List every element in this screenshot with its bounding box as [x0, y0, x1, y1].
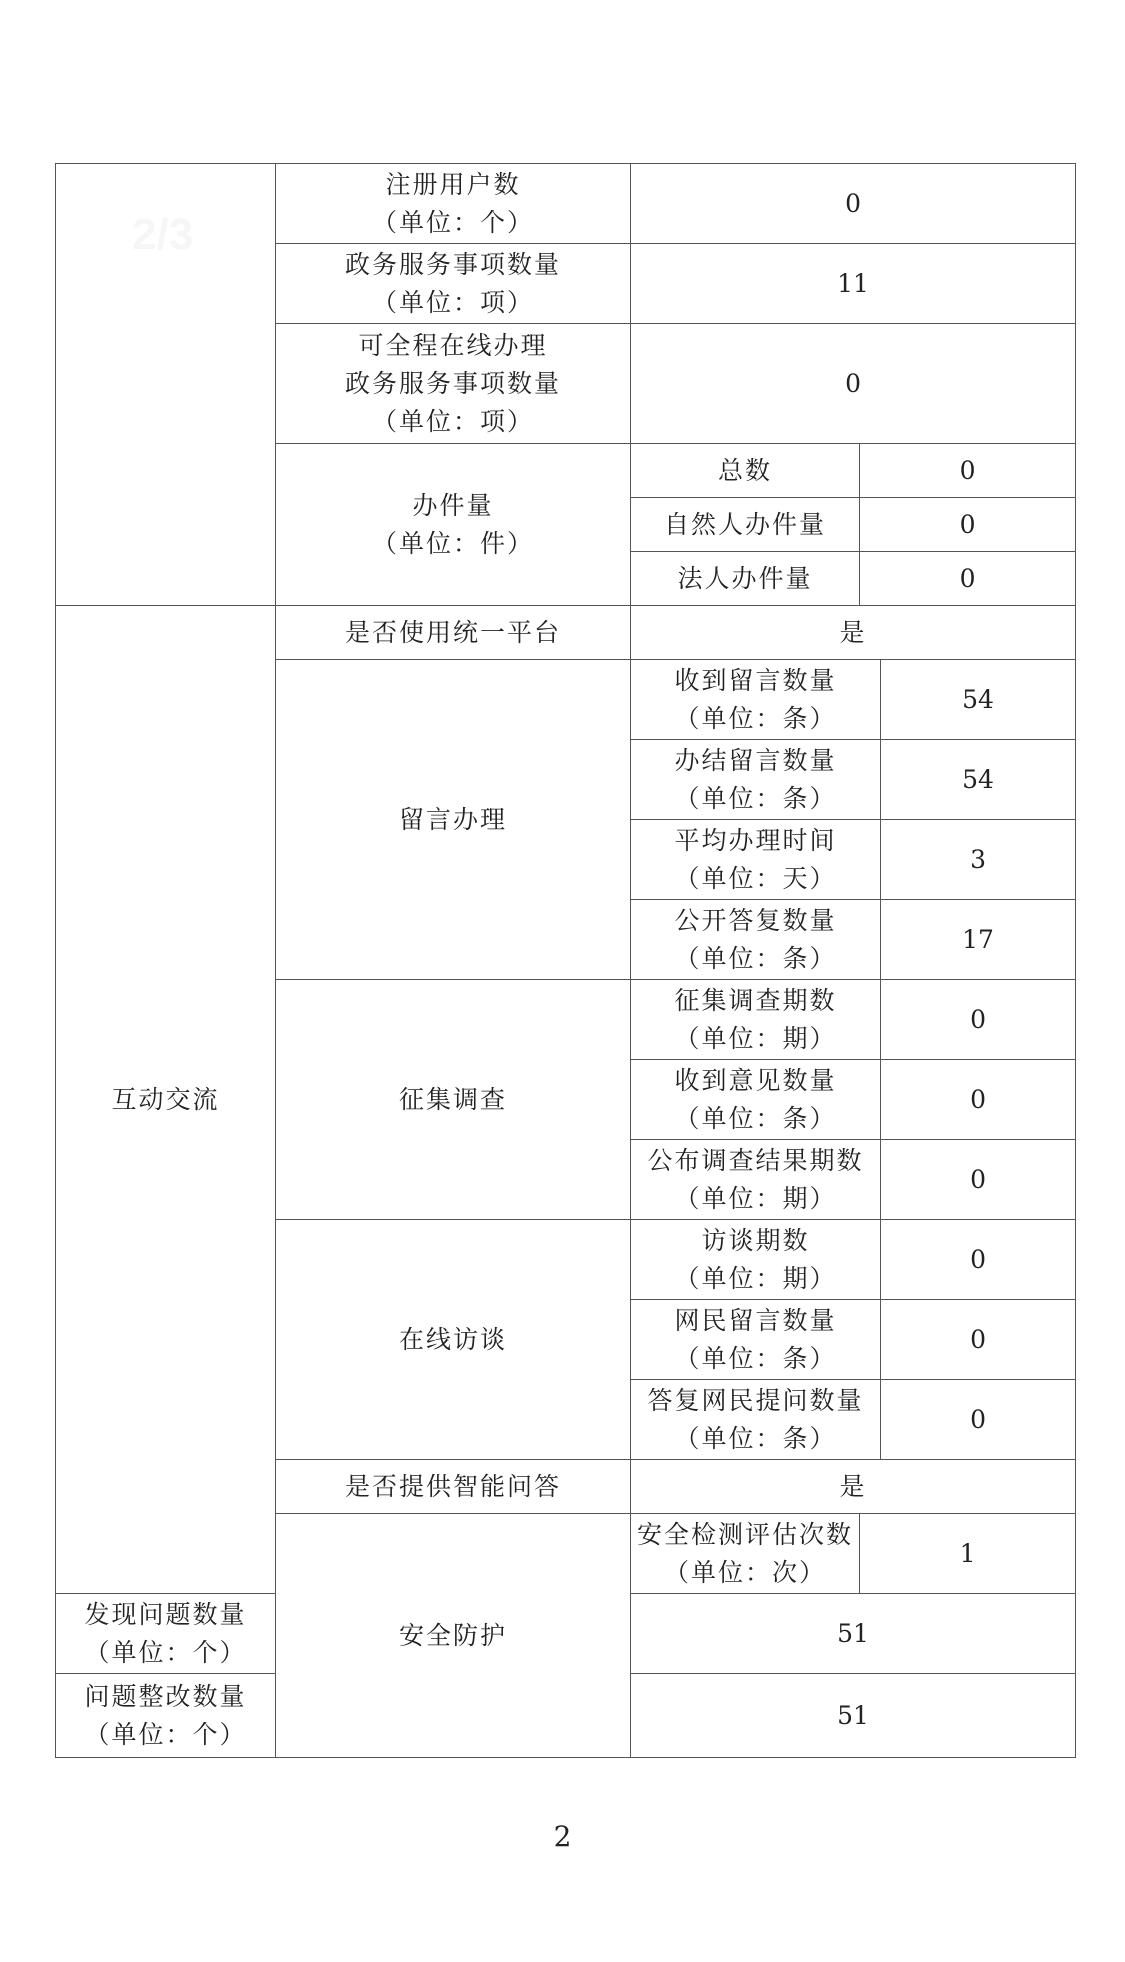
row-label-service-items: 政务服务事项数量 （单位：项） — [276, 244, 631, 324]
row-label-problems-fixed: 问题整改数量 （单位：个） — [56, 1674, 276, 1758]
sub-label-legal-person: 法人办件量 — [631, 552, 860, 606]
row-label-security-checks: 安全检测评估次数 （单位：次） — [631, 1514, 860, 1594]
watermark: 2/3 — [132, 210, 194, 259]
value-public-replies: 17 — [881, 900, 1076, 980]
sub-label-opinions-received: 收到意见数量 （单位：条） — [631, 1060, 881, 1140]
value-problems-fixed: 51 — [631, 1674, 1076, 1758]
sub-label-public-replies: 公开答复数量 （单位：条） — [631, 900, 881, 980]
sub-label-survey-periods: 征集调查期数 （单位：期） — [631, 980, 881, 1060]
value-questions-answered: 0 — [881, 1380, 1076, 1460]
value-natural-person: 0 — [860, 498, 1076, 552]
value-messages-closed: 54 — [881, 740, 1076, 820]
row-label-smart-qa: 是否提供智能问答 — [276, 1460, 631, 1514]
page-number: 2 — [553, 1820, 572, 1853]
group-label-survey: 征集调查 — [276, 980, 631, 1220]
sub-label-questions-answered: 答复网民提问数量 （单位：条） — [631, 1380, 881, 1460]
table-row — [56, 606, 1076, 660]
sub-label-messages-received: 收到留言数量 （单位：条） — [631, 660, 881, 740]
sub-label-natural-person: 自然人办件量 — [631, 498, 860, 552]
section-label-security: 安全防护 — [276, 1514, 631, 1758]
value-avg-handling-time: 3 — [881, 820, 1076, 900]
value-service-items: 11 — [631, 244, 1076, 324]
sub-label-results-published: 公布调查结果期数 （单位：期） — [631, 1140, 881, 1220]
value-legal-person: 0 — [860, 552, 1076, 606]
sub-label-avg-handling-time: 平均办理时间 （单位：天） — [631, 820, 881, 900]
value-interview-periods: 0 — [881, 1220, 1076, 1300]
sub-label-netizen-messages: 网民留言数量 （单位：条） — [631, 1300, 881, 1380]
value-survey-periods: 0 — [881, 980, 1076, 1060]
value-unified-platform: 是 — [631, 606, 1076, 660]
value-netizen-messages: 0 — [881, 1300, 1076, 1380]
value-total: 0 — [860, 444, 1076, 498]
section-label-interaction: 互动交流 — [56, 606, 276, 1594]
row-label-problems-found: 发现问题数量 （单位：个） — [56, 1594, 276, 1674]
sub-label-messages-closed: 办结留言数量 （单位：条） — [631, 740, 881, 820]
value-registered-users: 0 — [631, 164, 1076, 244]
value-problems-found: 51 — [631, 1594, 1076, 1674]
row-label-online-service-items: 可全程在线办理 政务服务事项数量 （单位：项） — [276, 324, 631, 444]
value-smart-qa: 是 — [631, 1460, 1076, 1514]
value-online-service-items: 0 — [631, 324, 1076, 444]
row-label-registered-users: 注册用户数 （单位：个） — [276, 164, 631, 244]
section-cell-empty — [56, 164, 276, 606]
value-security-checks: 1 — [860, 1514, 1076, 1594]
value-messages-received: 54 — [881, 660, 1076, 740]
group-label-online-interview: 在线访谈 — [276, 1220, 631, 1460]
value-results-published: 0 — [881, 1140, 1076, 1220]
sub-label-interview-periods: 访谈期数 （单位：期） — [631, 1220, 881, 1300]
row-label-case-volume: 办件量 （单位：件） — [276, 444, 631, 606]
group-label-message-handling: 留言办理 — [276, 660, 631, 980]
value-opinions-received: 0 — [881, 1060, 1076, 1140]
table-row — [56, 164, 1076, 244]
sub-label-total: 总数 — [631, 444, 860, 498]
statistics-table — [55, 163, 1076, 1758]
row-label-unified-platform: 是否使用统一平台 — [276, 606, 631, 660]
